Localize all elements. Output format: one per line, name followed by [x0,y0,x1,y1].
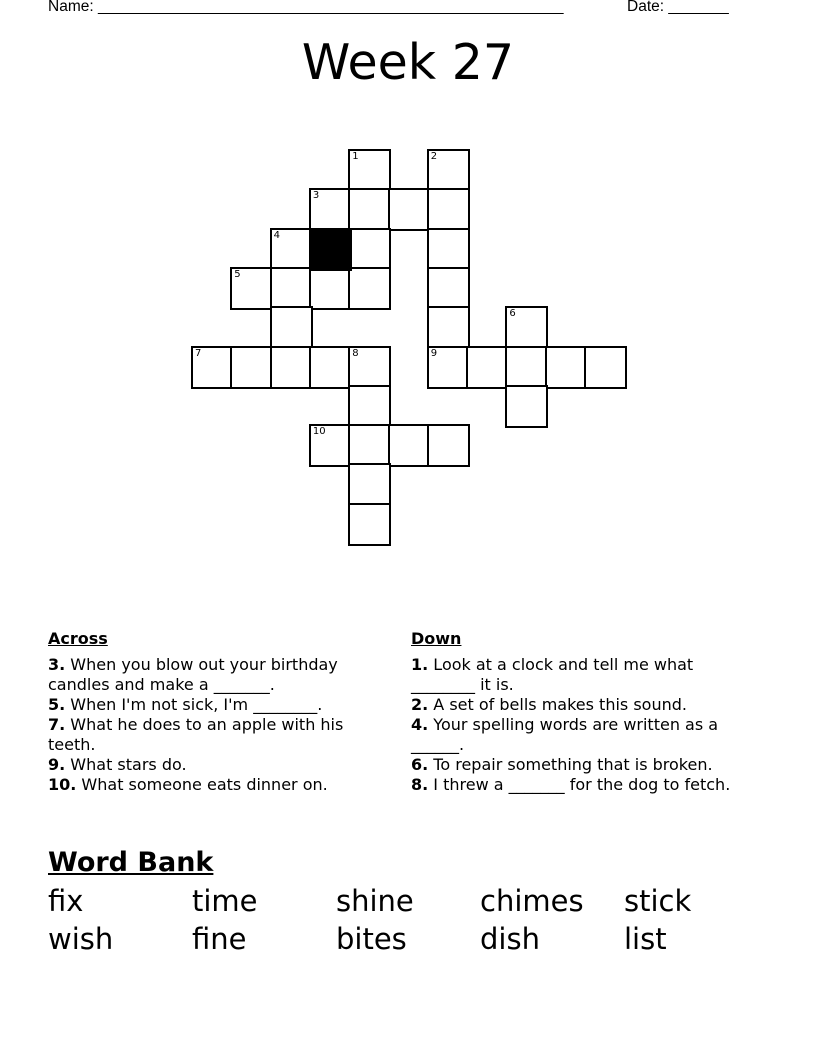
across-clue: 3. When you blow out your birthday candles and make a _______. [48,655,338,694]
crossword-cell[interactable] [427,228,470,271]
down-clue: 6. To repair something that is broken. [411,755,713,774]
crossword-cell[interactable] [191,346,234,389]
down-clue: 8. I threw a _______ for the dog to fetch. [411,775,731,794]
clue-number: 2 [430,151,438,162]
crossword-cell[interactable] [348,346,391,389]
word-bank-word: list [624,922,667,956]
clue-number: 8 [352,347,359,359]
clue-number: 7 [195,347,202,359]
across-clue: 5. When I'm not sick, I'm ________. [48,695,323,714]
crossword-cell[interactable] [348,149,391,192]
clue-number: 9 [430,347,438,359]
crossword-cell[interactable] [348,463,391,506]
clue-number: 10 [312,426,326,438]
word-bank-word: dish [480,922,540,956]
crossword-cell[interactable] [584,346,627,389]
crossword-cell[interactable] [270,267,313,310]
clue-number: 1 [352,151,359,162]
word-bank-word: fix [48,884,84,918]
crossword-cell[interactable] [309,267,352,310]
across-heading: Across [48,629,108,648]
clue-number: 6 [509,308,516,320]
across-clue: 7. What he does to an apple with his teeth. [48,715,344,754]
crossword-cell[interactable] [505,306,548,349]
crossword-cell[interactable] [270,306,313,349]
crossword-cell[interactable] [505,346,548,389]
crossword-cell[interactable] [309,188,352,231]
clue-number: 4 [273,229,280,241]
across-clue: 9. What stars do. [48,755,187,774]
crossword-cell[interactable] [309,424,352,467]
crossword-cell[interactable] [427,267,470,310]
down-clues [411,629,746,795]
word-bank-word: stick [624,884,692,918]
word-bank [48,882,768,958]
clue-number: 5 [234,268,241,280]
clue-number: 3 [312,190,320,202]
crossword-cell[interactable] [427,424,470,467]
word-bank-title: Word Bank [48,847,214,878]
crossword-cell[interactable] [427,346,470,389]
word-bank-word: wish [48,922,114,956]
crossword-cell[interactable] [270,346,313,389]
crossword-cell[interactable] [348,267,391,310]
word-bank-word: fine [192,922,247,956]
word-bank-word: time [192,884,258,918]
crossword-cell[interactable] [230,346,273,389]
down-heading: Down [411,629,462,648]
word-bank-word: bites [336,922,407,956]
page-title: Week 27 [301,34,515,91]
down-clue: 4. Your spelling words are written as a ______. [411,715,719,754]
crossword-cell[interactable] [466,346,509,389]
crossword-cell[interactable] [348,188,391,231]
crossword-cell[interactable] [427,188,470,231]
crossword-cell[interactable] [348,385,391,428]
crossword-black-cell [309,228,352,271]
crossword-cell[interactable] [388,424,431,467]
across-clues [48,629,383,795]
crossword-cell[interactable] [545,346,588,389]
crossword-cell[interactable] [505,385,548,428]
crossword-cell[interactable] [230,267,273,310]
crossword-cell[interactable] [348,228,391,271]
crossword-cell[interactable] [388,188,431,231]
down-clue: 2. A set of bells makes this sound. [411,695,687,714]
crossword-cell[interactable] [348,424,391,467]
crossword-cell[interactable] [427,306,470,349]
date-field[interactable]: Date: _______ [627,0,729,15]
across-clue: 10. What someone eats dinner on. [48,775,328,794]
name-field[interactable]: Name: ______________________________________________________ [48,0,564,15]
crossword-cell[interactable] [309,346,352,389]
crossword-cell[interactable] [270,228,313,271]
word-bank-word: chimes [480,884,584,918]
word-bank-word: shine [336,884,414,918]
down-clue: 1. Look at a clock and tell me what ________ it is. [411,655,694,694]
crossword-cell[interactable] [348,503,391,546]
crossword-cell[interactable] [427,149,470,192]
